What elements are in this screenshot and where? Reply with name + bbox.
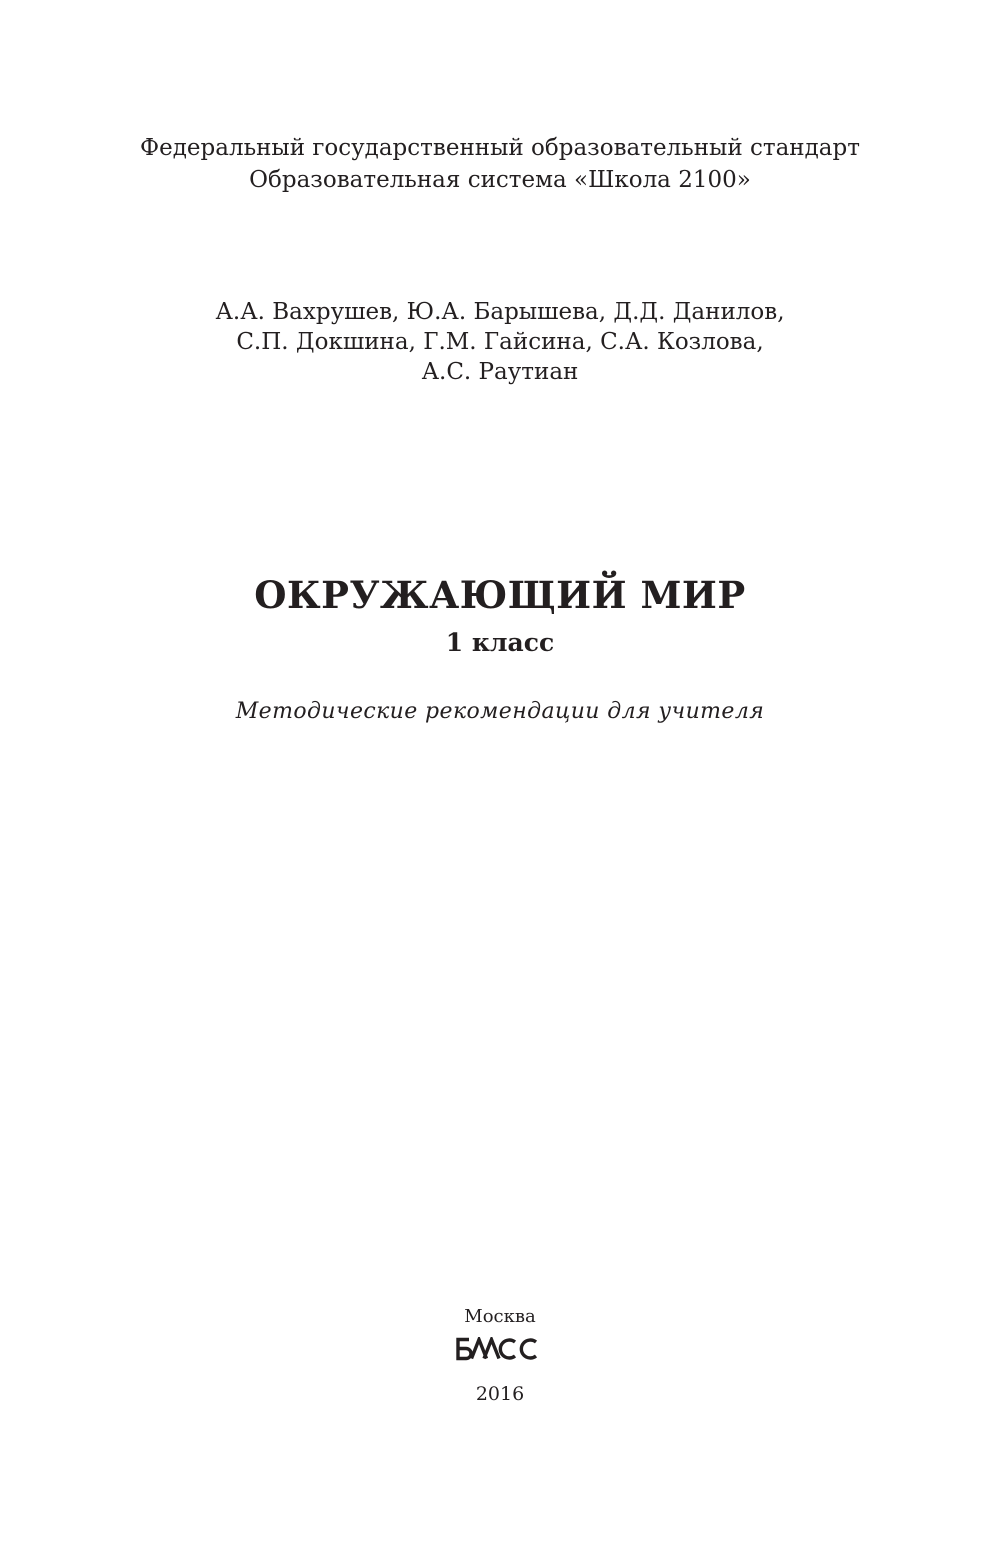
book-title: ОКРУЖАЮЩИЙ МИР xyxy=(254,573,746,617)
book-grade: 1 класс xyxy=(445,628,555,657)
publisher-logo-graphic xyxy=(455,1337,545,1361)
standard-line-2: Образовательная система «Школа 2100» xyxy=(249,167,751,193)
authors-line-2: С.П. Докшина, Г.М. Гайсина, С.А. Козлова, xyxy=(236,329,764,355)
authors-line-3: А.С. Раутиан xyxy=(421,359,579,385)
authors-list xyxy=(0,297,1000,387)
publisher-logo xyxy=(0,1337,1000,1363)
publication-year: 2016 xyxy=(475,1383,525,1405)
standard-line-1: Федеральный государственный образовательный стандарт xyxy=(140,135,860,161)
authors-line-1: А.А. Вахрушев, Ю.А. Барышева, Д.Д. Данилов, xyxy=(215,299,785,325)
standard-header xyxy=(0,132,1000,196)
book-subtitle: Методические рекомендации для учителя xyxy=(235,699,765,724)
publication-city: Москва xyxy=(464,1306,536,1327)
